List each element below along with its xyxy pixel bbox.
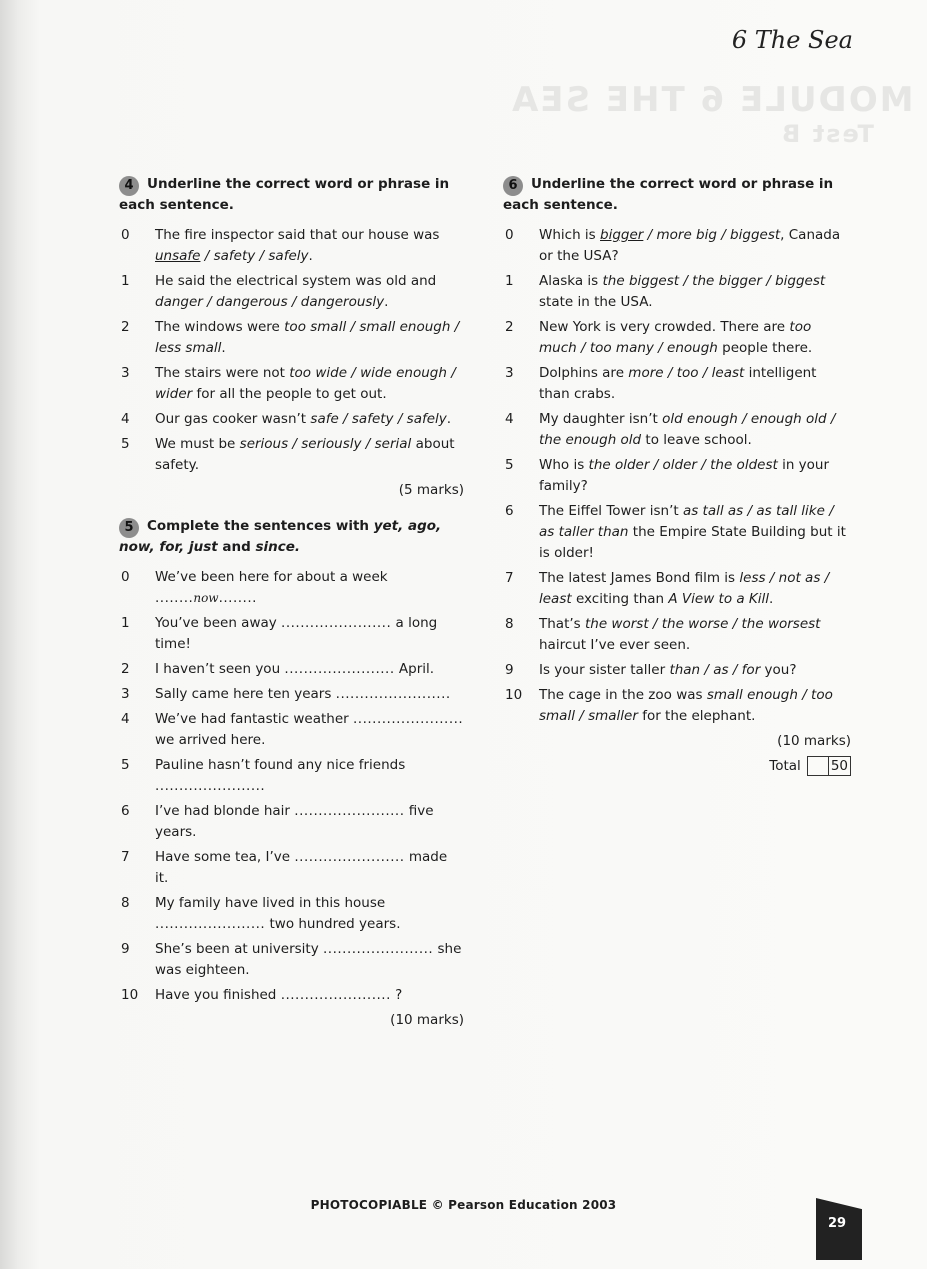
item-number: 2 [505,319,514,335]
section-6-items [503,225,851,727]
section-5-item-9 [119,939,464,981]
section-5-item-3 [119,684,464,705]
page-number: 29 [827,1216,847,1231]
item-number: 6 [505,503,514,519]
section-4-item-0 [119,225,464,267]
item-text[interactable]: The stairs were not too wide / wide enough / wider for all the people to get out. [155,365,456,402]
item-text[interactable]: My family have lived in this house ....................... two hundred years. [155,895,401,932]
item-number: 10 [121,987,139,1003]
section-number-badge: 4 [119,176,139,196]
item-text[interactable]: She’s been at university ....................... she was eighteen. [155,941,462,978]
total-label: Total [769,758,801,774]
footer-copyright: PHOTOCOPIABLE © Pearson Education 2003 [310,1198,617,1212]
section-5-item-6 [119,801,464,843]
section-6 [503,175,851,776]
section-5-item-10 [119,985,464,1006]
section-6-item-1 [503,271,851,313]
item-number: 3 [121,686,130,702]
item-text[interactable]: The windows were too small / small enough / less small. [155,319,460,356]
section-6-item-10 [503,685,851,727]
section-5-item-2 [119,659,464,680]
item-number: 7 [505,570,514,586]
item-text[interactable]: I haven’t seen you ....................... April. [155,661,435,677]
section-5-item-4 [119,709,464,751]
item-number: 0 [121,569,130,585]
section-6-item-9 [503,660,851,681]
section-4 [119,175,464,501]
section-6-item-3 [503,363,851,405]
total-score-box[interactable] [807,756,829,776]
section-5-items [119,567,464,1006]
section-4-item-5 [119,434,464,476]
item-text[interactable]: Have you finished ....................... ? [155,987,403,1003]
section-6-item-7 [503,568,851,610]
section-6-item-4 [503,409,851,451]
item-number: 3 [505,365,514,381]
item-text[interactable]: Dolphins are more / too / least intelligent than crabs. [539,365,817,402]
item-text[interactable]: Our gas cooker wasn’t safe / safety / safely. [155,411,452,427]
item-number: 1 [121,273,130,289]
section-5-item-0 [119,567,464,609]
item-number: 4 [121,711,130,727]
item-number: 1 [121,615,130,631]
item-number: 0 [505,227,514,243]
section-4-item-3 [119,363,464,405]
section-5-item-8 [119,893,464,935]
bleed-through-subtitle: Test B [780,120,874,148]
item-number: 7 [121,849,130,865]
section-4-marks: (5 marks) [398,482,464,498]
item-number: 10 [505,687,523,703]
section-4-item-2 [119,317,464,359]
item-number: 6 [121,803,130,819]
item-text[interactable]: The Eiffel Tower isn’t as tall as / as tall like / as taller than the Empire State Building but it is older! [539,503,846,561]
section-6-item-8 [503,614,851,656]
section-6-marks: (10 marks) [777,733,851,749]
section-number-badge: 6 [503,176,523,196]
item-text[interactable]: Have some tea, I’ve ....................... made it. [155,849,448,886]
item-text[interactable]: We must be serious / seriously / serial about safety. [155,436,455,473]
right-column [503,175,851,776]
item-number: 5 [121,436,130,452]
item-text[interactable]: The latest James Bond film is less / not as / least exciting than A View to a Kill. [539,570,830,607]
section-5 [119,517,464,1031]
item-text[interactable]: Alaska is the biggest / the bigger / biggest state in the USA. [539,273,826,310]
section-5-instruction: Complete the sentences with yet, ago, now, for, just and since. [119,518,442,555]
item-number: 2 [121,319,130,335]
section-6-item-5 [503,455,851,497]
item-text[interactable]: Is your sister taller than / as / for you? [539,662,797,678]
item-text[interactable]: New York is very crowded. There are too much / too many / enough people there. [539,319,813,356]
item-text[interactable]: We’ve been here for about a week ........now........ [155,569,388,606]
section-5-item-1 [119,613,464,655]
item-number: 4 [505,411,514,427]
item-text[interactable]: We’ve had fantastic weather ....................... we arrived here. [155,711,464,748]
item-number: 8 [505,616,514,632]
item-text[interactable]: My daughter isn’t old enough / enough old / the enough old to leave school. [539,411,836,448]
section-4-item-4 [119,409,464,430]
section-5-item-5 [119,755,464,797]
section-4-instruction: Underline the correct word or phrase in each sentence. [119,176,450,213]
left-column [119,175,464,1031]
item-text[interactable]: The fire inspector said that our house was unsafe / safety / safely. [155,227,440,264]
section-5-item-7 [119,847,464,889]
section-number-badge: 5 [119,518,139,538]
section-5-title [119,517,464,557]
item-number: 3 [121,365,130,381]
item-number: 2 [121,661,130,677]
item-text[interactable]: Which is bigger / more big / biggest, Canada or the USA? [539,227,841,264]
item-number: 5 [505,457,514,473]
item-text[interactable]: You’ve been away ....................... a long time! [155,615,438,652]
handwritten-module-title: 6 The Sea [731,26,853,54]
section-4-item-1 [119,271,464,313]
item-number: 0 [121,227,130,243]
item-text[interactable]: The cage in the zoo was small enough / too small / smaller for the elephant. [539,687,833,724]
item-text[interactable]: Pauline hasn’t found any nice friends ....................... [155,757,406,794]
section-6-title [503,175,851,215]
total-score [503,756,851,776]
item-text[interactable]: Sally came here ten years ........................ [155,686,451,702]
section-6-item-6 [503,501,851,564]
item-number: 9 [121,941,130,957]
item-number: 9 [505,662,514,678]
item-number: 4 [121,411,130,427]
item-number: 5 [121,757,130,773]
item-text[interactable]: Who is the older / older / the oldest in your family? [539,457,830,494]
section-4-title [119,175,464,215]
section-6-item-0 [503,225,851,267]
item-number: 8 [121,895,130,911]
section-5-marks: (10 marks) [390,1012,464,1028]
item-number: 1 [505,273,514,289]
bleed-through-title: MODULE 6 THE SEA [510,80,914,120]
item-text[interactable]: I’ve had blonde hair ....................... five years. [155,803,434,840]
item-text[interactable]: That’s the worst / the worse / the worsest haircut I’ve ever seen. [539,616,821,653]
total-max: 50 [829,756,851,776]
section-6-item-2 [503,317,851,359]
item-text[interactable]: He said the electrical system was old and danger / dangerous / dangerously. [155,273,437,310]
section-6-instruction: Underline the correct word or phrase in each sentence. [503,176,834,213]
section-4-items [119,225,464,476]
